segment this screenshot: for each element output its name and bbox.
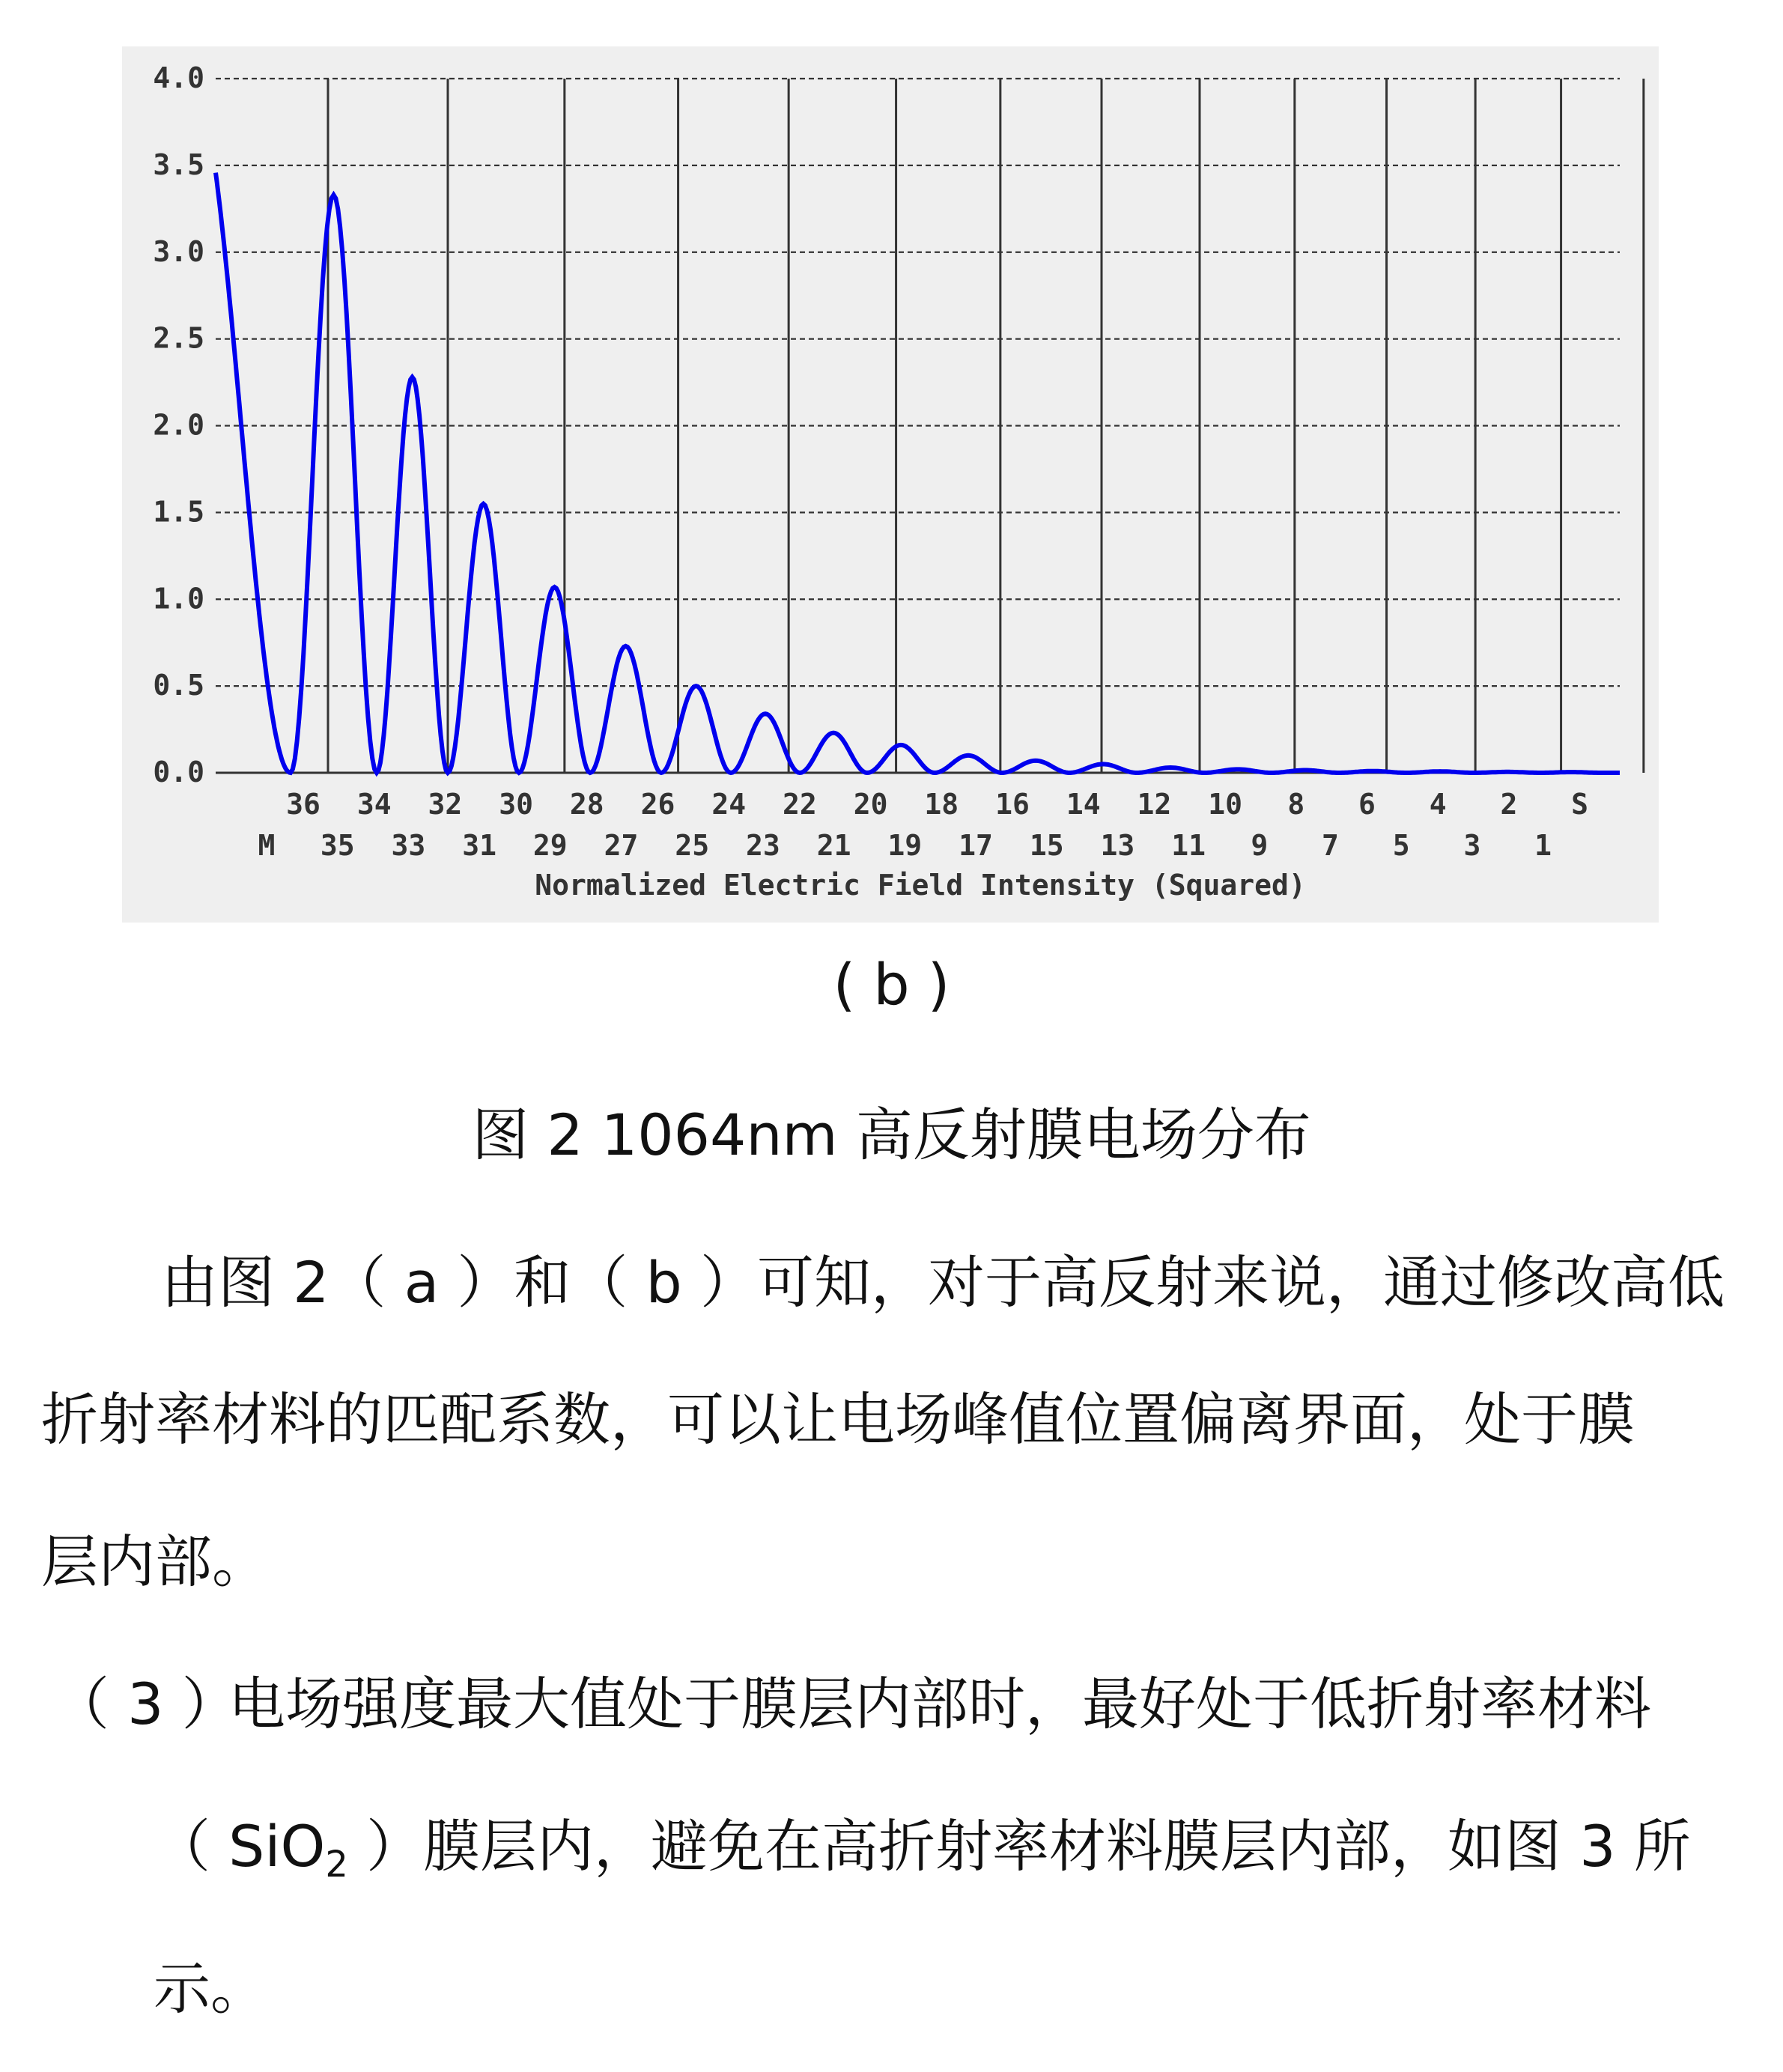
layer-label: 29 (532, 829, 568, 862)
layer-label: 36 (286, 788, 321, 821)
paragraph-line: 由图 2（ a ）和（ b ）可知，对于高反射来说，通过修改高低 (161, 1249, 1725, 1316)
layer-label: 21 (816, 829, 851, 862)
x-axis-label: Normalized Electric Field Intensity (Squared) (535, 869, 1306, 902)
chart-panel (122, 46, 1659, 923)
layer-label: 24 (711, 788, 747, 821)
y-tick-label: 3.0 (153, 234, 204, 268)
layer-label: 31 (462, 829, 496, 862)
layer-label: 2 (1500, 788, 1518, 821)
layer-label: 7 (1322, 829, 1339, 862)
layer-label: 25 (675, 829, 710, 862)
electric-field-chart (122, 46, 1659, 923)
layer-label: 23 (746, 829, 780, 862)
layer-label: 10 (1208, 788, 1242, 821)
paragraph-line: 示。 (154, 1955, 267, 2022)
layer-label: 35 (320, 829, 355, 862)
y-tick-label: 4.0 (153, 61, 204, 94)
paragraph-line: （ SiO$_2$ ）膜层内，避免在高折射率材料膜层内部，如图 3 所 (154, 1813, 1691, 1886)
layer-label: 15 (1029, 829, 1064, 862)
layer-label: 11 (1171, 829, 1206, 862)
layer-label: 18 (924, 788, 959, 821)
layer-label: 33 (391, 829, 426, 862)
layer-label: 9 (1251, 829, 1269, 862)
layer-label: 34 (356, 788, 392, 821)
layer-label: 12 (1137, 788, 1172, 821)
layer-label: 30 (499, 788, 533, 821)
y-tick-label: 1.0 (153, 582, 204, 616)
layer-label: 8 (1287, 788, 1305, 821)
paragraph-line: 电场强度最大值处于膜层内部时，最好处于低折射率材料 (228, 1671, 1651, 1737)
y-tick-labels (153, 61, 204, 789)
layer-label: 17 (959, 829, 993, 862)
layer-label: 27 (604, 829, 639, 862)
y-tick-label: 3.5 (153, 148, 204, 181)
layer-label: M (258, 829, 276, 862)
subfigure-caption: ( b ) (833, 951, 950, 1018)
paragraph-line: 层内部。 (41, 1528, 269, 1595)
layer-label: 3 (1463, 829, 1481, 862)
layer-label: 26 (640, 788, 675, 821)
layer-label: 14 (1066, 788, 1101, 821)
layer-label: 6 (1358, 788, 1376, 821)
y-tick-label: 0.5 (153, 669, 204, 702)
layer-label: 22 (783, 788, 817, 821)
layer-label: 20 (853, 788, 888, 821)
list-marker: （ 3 ） (52, 1671, 239, 1737)
figure-caption: 图 2 1064nm 高反射膜电场分布 (472, 1102, 1311, 1168)
layer-label: 28 (569, 788, 604, 821)
layer-label: 5 (1392, 829, 1410, 862)
layer-label: 13 (1100, 829, 1135, 862)
layer-label: 1 (1534, 829, 1552, 862)
layer-label: S (1571, 788, 1589, 821)
subscript: 2 (325, 1844, 348, 1886)
y-tick-label: 0.0 (153, 756, 204, 789)
layer-label: 16 (995, 788, 1030, 821)
layer-label: 4 (1429, 788, 1447, 821)
y-tick-label: 2.0 (153, 408, 204, 442)
y-tick-label: 1.5 (153, 495, 204, 529)
y-tick-label: 2.5 (153, 321, 204, 355)
paragraph-line: 折射率材料的匹配系数，可以让电场峰值位置偏离界面，处于膜 (41, 1386, 1635, 1453)
layer-label: 32 (428, 788, 463, 821)
layer-label: 19 (887, 829, 923, 862)
